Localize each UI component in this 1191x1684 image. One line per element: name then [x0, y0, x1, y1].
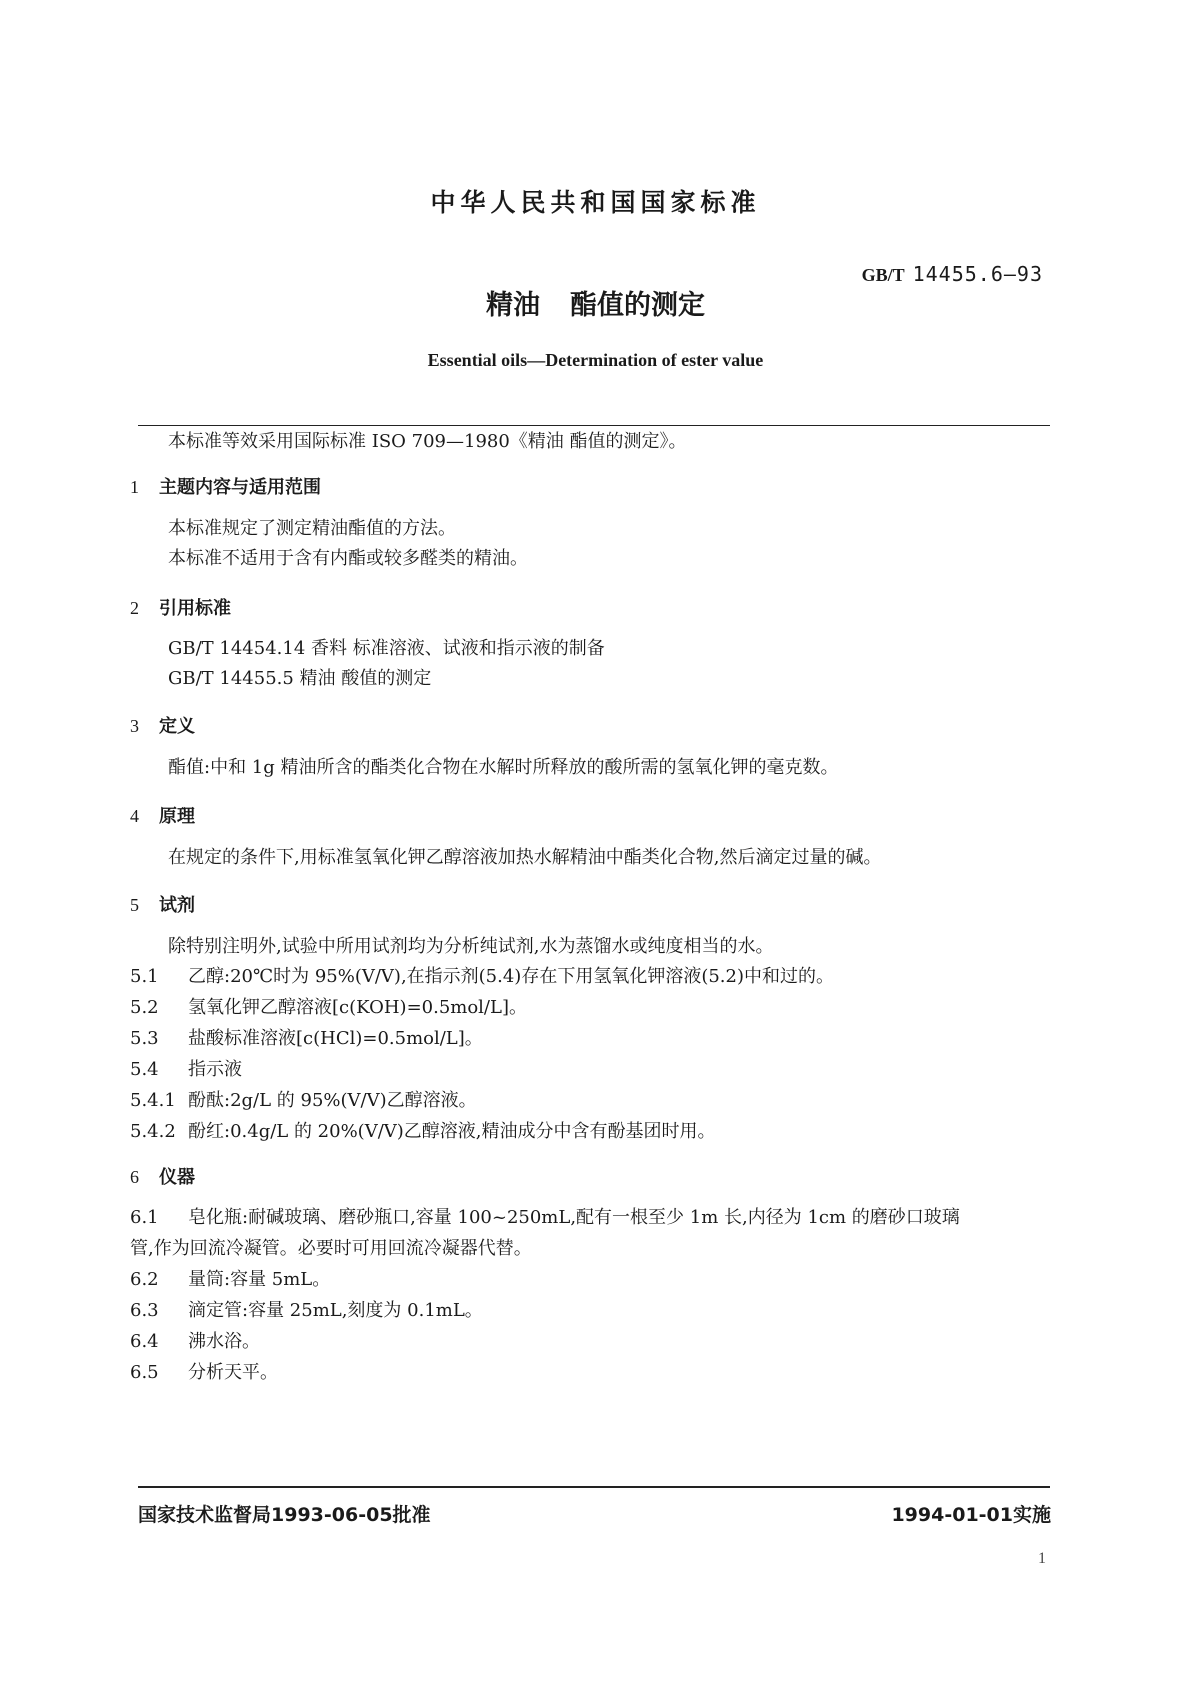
- section-label: 仪器: [159, 1167, 195, 1188]
- section-2-heading: [130, 594, 231, 620]
- bottom-divider: [138, 1486, 1050, 1488]
- section-label: 试剂: [159, 895, 195, 916]
- standard-prefix: GB/T: [861, 265, 905, 285]
- page-number: 1: [1038, 1550, 1046, 1567]
- item-number: 5.4: [130, 1059, 159, 1080]
- principle-text: 在规定的条件下,用标准氢氧化钾乙醇溶液加热水解精油中酯类化合物,然后滴定过量的碱。: [168, 847, 882, 868]
- section-number: 4: [130, 806, 139, 826]
- item-number: 6.2: [130, 1269, 159, 1290]
- reagent-item-5-1: [130, 965, 834, 989]
- section-1-heading: [130, 473, 321, 499]
- section-5-heading: [130, 891, 195, 917]
- national-standard-heading: 中华人民共和国国家标准: [430, 188, 761, 217]
- item-number: 5.2: [130, 997, 159, 1018]
- item-number: 5.3: [130, 1028, 159, 1049]
- item-number: 5.4.2: [130, 1121, 176, 1142]
- item-text: 酚酞:2g/L 的 95%(V/V)乙醇溶液。: [188, 1090, 477, 1111]
- section-number: 3: [130, 716, 139, 736]
- item-text: 指示液: [188, 1059, 242, 1080]
- intro-paragraph: 本标准等效采用国际标准 ISO 709—1980《精油 酯值的测定》。: [168, 431, 687, 452]
- section-number: 2: [130, 598, 139, 618]
- section-label: 引用标准: [159, 598, 231, 619]
- document-title: [0, 283, 1191, 322]
- reagent-item-5-2: [130, 996, 527, 1020]
- item-number: 6.3: [130, 1300, 159, 1321]
- reagent-item-5-4: [130, 1058, 242, 1082]
- section-label: 主题内容与适用范围: [159, 477, 321, 498]
- item-text: 乙醇:20℃时为 95%(V/V),在指示剂(5.4)存在下用氢氧化钾溶液(5.2)中和过的。: [188, 966, 835, 987]
- reagent-item-5-4-2: [130, 1120, 716, 1144]
- document-title-part2: 酯值的测定: [570, 290, 705, 321]
- item-text: 量筒:容量 5mL。: [188, 1269, 331, 1290]
- reagent-intro: 除特别注明外,试验中所用试剂均为分析纯试剂,水为蒸馏水或纯度相当的水。: [168, 936, 774, 957]
- item-text: 氢氧化钾乙醇溶液[c(KOH)=0.5mol/L]。: [188, 997, 527, 1018]
- apparatus-item-6-1-continued: 管,作为回流冷凝管。必要时可用回流冷凝器代替。: [130, 1238, 532, 1259]
- english-title: Essential oils—Determination of ester value: [427, 350, 764, 370]
- item-text: 滴定管:容量 25mL,刻度为 0.1mL。: [188, 1300, 483, 1321]
- apparatus-item-6-3: [130, 1299, 483, 1323]
- reagent-item-5-3: [130, 1027, 483, 1051]
- top-divider: [138, 425, 1050, 426]
- section-number: 1: [130, 477, 139, 497]
- item-number: 6.4: [130, 1331, 159, 1352]
- item-text: 沸水浴。: [188, 1331, 260, 1352]
- section-label: 原理: [159, 806, 195, 827]
- section-number: 6: [130, 1167, 139, 1187]
- section-3-heading: [130, 712, 195, 738]
- apparatus-item-6-5: [130, 1361, 278, 1385]
- apparatus-item-6-2: [130, 1268, 330, 1292]
- section-label: 定义: [159, 716, 195, 737]
- apparatus-item-6-4: [130, 1330, 260, 1354]
- item-number: 6.5: [130, 1362, 159, 1383]
- section-6-heading: [130, 1163, 195, 1189]
- document-title-part1: 精油: [486, 290, 540, 321]
- section-1-line-1: 本标准规定了测定精油酯值的方法。: [168, 518, 456, 539]
- item-text: 皂化瓶:耐碱玻璃、磨砂瓶口,容量 100~250mL,配有一根至少 1m 长,内径为 1cm 的磨砂口玻璃: [188, 1207, 960, 1228]
- item-text: 分析天平。: [188, 1362, 278, 1383]
- implementation-date: 1994-01-01实施: [891, 1504, 1051, 1526]
- reagent-item-5-4-1: [130, 1089, 477, 1113]
- item-number: 5.4.1: [130, 1090, 176, 1111]
- item-number: 5.1: [130, 966, 159, 987]
- section-1-line-2: 本标准不适用于含有内酯或较多醛类的精油。: [168, 548, 528, 569]
- item-text: 盐酸标准溶液[c(HCl)=0.5mol/L]。: [188, 1028, 483, 1049]
- section-4-heading: [130, 802, 195, 828]
- item-text: 酚红:0.4g/L 的 20%(V/V)乙醇溶液,精油成分中含有酚基团时用。: [188, 1121, 716, 1142]
- standard-code: 14455.6—93: [912, 262, 1043, 286]
- reference-standard-1: GB/T 14454.14 香料 标准溶液、试液和指示液的制备: [168, 638, 605, 659]
- definition-text: 酯值:中和 1g 精油所含的酯类化合物在水解时所释放的酸所需的氢氧化钾的毫克数。: [168, 757, 839, 778]
- section-number: 5: [130, 895, 139, 915]
- reference-standard-2: GB/T 14455.5 精油 酸值的测定: [168, 668, 432, 689]
- approval-line: 国家技术监督局1993-06-05批准: [138, 1504, 431, 1526]
- item-number: 6.1: [130, 1207, 159, 1228]
- apparatus-item-6-1: [130, 1206, 960, 1230]
